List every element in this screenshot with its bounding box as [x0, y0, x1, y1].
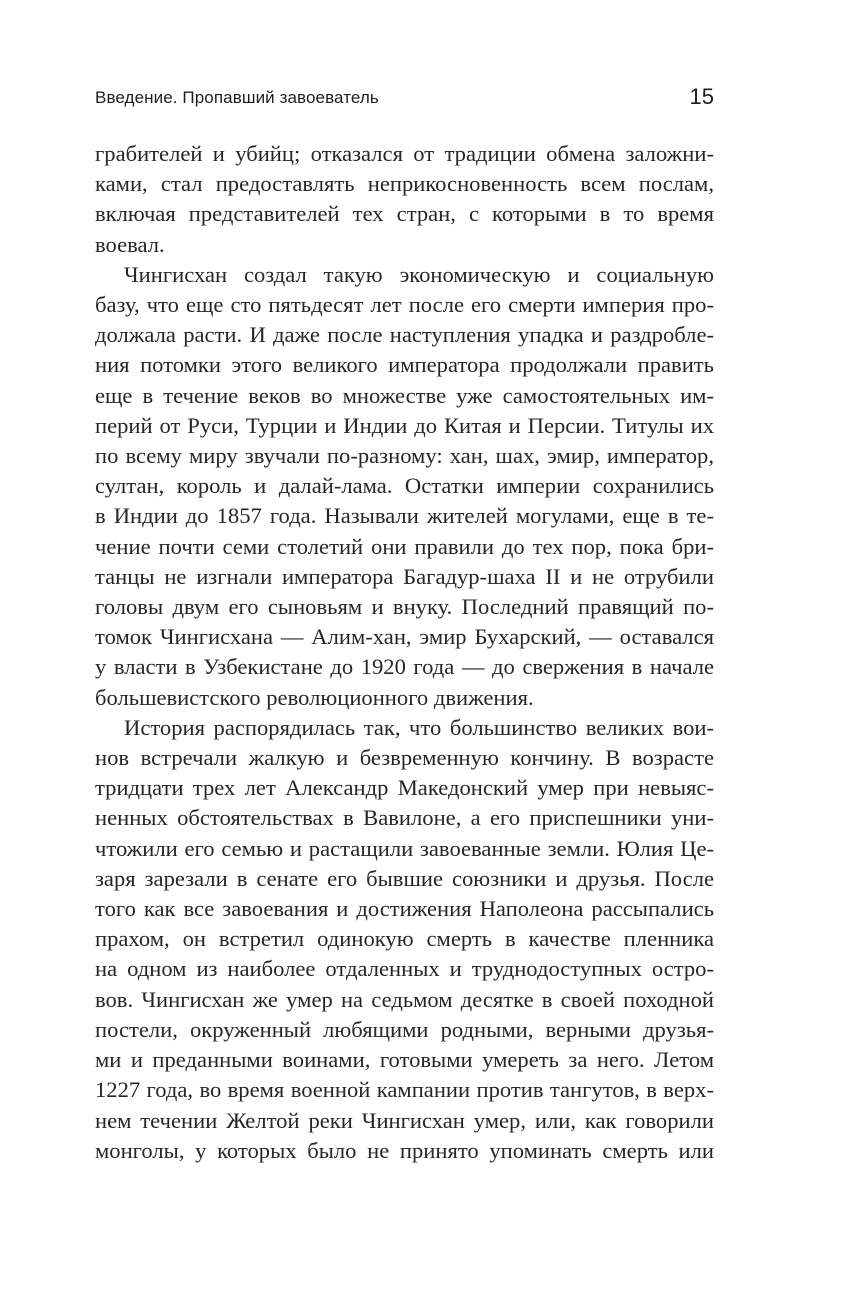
text-line: большевистского революционного движения.: [95, 684, 534, 710]
text-line: ками, стал предоставлять неприкосновенность всем послам,: [95, 171, 714, 197]
text-line: чение почти семи столетий они правили до тех пор, пока бри-: [95, 533, 714, 559]
text-line: включая представителей тех стран, с которыми в то время: [95, 201, 714, 227]
text-line: заря зарезали в сенате его бывшие союзники и друзья. После: [95, 865, 714, 891]
text-line: История распорядилась так, что большинство великих вои-: [124, 714, 714, 740]
text-line: головы двум его сыновьям и внуку. Последний правящий по-: [95, 594, 714, 620]
text-line: еще в течение веков во множестве уже самостоятельных им-: [95, 382, 714, 408]
paragraph-3: [95, 713, 714, 1166]
page-number: 15: [689, 84, 714, 109]
text-line: танцы не изгнали императора Багадур-шаха II и не отрубили: [95, 563, 714, 589]
text-line: нем течении Желтой реки Чингисхан умер, или, как говорили: [95, 1107, 714, 1133]
text-line: грабителей и убийц; отказался от традиции обмена заложни-: [95, 141, 714, 166]
text-line: султан, король и далай-лама. Остатки империи сохранились: [95, 473, 714, 499]
paragraph-1: [95, 139, 714, 260]
text-line: Чингисхан создал такую экономическую и социальную: [124, 261, 714, 287]
body-text: [95, 139, 714, 1166]
text-line: 1227 года, во время военной кампании против тангутов, в верх-: [95, 1077, 714, 1103]
text-line: на одном из наиболее отдаленных и труднодоступных остро-: [95, 956, 714, 982]
text-line: прахом, он встретил одинокую смерть в качестве пленника: [95, 926, 714, 952]
text-line: по всему миру звучали по-разному: хан, шах, эмир, император,: [95, 443, 714, 469]
text-line: в Индии до 1857 года. Называли жителей могулами, еще в те-: [95, 503, 714, 529]
text-line: вов. Чингисхан же умер на седьмом десятке в своей походной: [95, 986, 714, 1012]
text-line: у власти в Узбекистане до 1920 года — до свержения в начале: [95, 654, 714, 680]
text-line: ненных обстоятельствах в Вавилоне, а его приспешники уни-: [95, 805, 714, 831]
text-line: базу, что еще сто пятьдесят лет после его смерти империя про-: [95, 292, 714, 318]
text-line: ния потомки этого великого императора продолжали править: [95, 352, 714, 378]
text-line: ми и преданными воинами, готовыми умереть за него. Летом: [95, 1047, 714, 1073]
text-line: тридцати трех лет Александр Македонский умер при невыяс-: [95, 775, 714, 801]
text-line: воевал.: [95, 231, 165, 257]
text-line: того как все завоевания и достижения Наполеона рассыпались: [95, 896, 714, 922]
text-line: перий от Руси, Турции и Индии до Китая и Персии. Титулы их: [95, 412, 714, 438]
text-line: томок Чингисхана — Алим-хан, эмир Бухарский, — оставался: [95, 624, 714, 650]
paragraph-2: [95, 260, 714, 713]
text-line: чтожили его семью и растащили завоеванные земли. Юлия Це-: [95, 835, 714, 861]
text-line: должала расти. И даже после наступления упадка и раздробле-: [95, 322, 714, 348]
running-head: Введение. Пропавший завоеватель: [95, 88, 379, 107]
text-line: монголы, у которых было не принято упоминать смерть или: [95, 1137, 714, 1163]
text-line: постели, окруженный любящими родными, верными друзья-: [95, 1016, 714, 1042]
page-header: [95, 84, 714, 114]
text-line: нов встречали жалкую и безвременную кончину. В возрасте: [95, 745, 714, 771]
